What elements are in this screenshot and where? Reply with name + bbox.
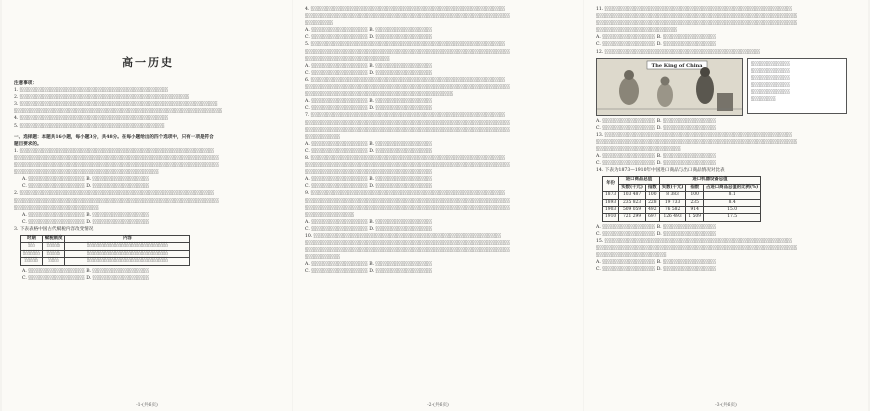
answer-options: C. ░░░░░░░░░░░░░░░░ D. ░░░░░░░░░░░░░░░░	[22, 184, 150, 190]
text-line: A. ░░░░░░░░░░░░░░░░ B. ░░░░░░░░░░░░░░░░	[305, 141, 433, 147]
text-line: A. ░░░░░░░░░░░░░░░ B. ░░░░░░░░░░░░░░░	[596, 118, 716, 124]
table-cell: 126 493	[659, 214, 686, 221]
table-header: 实数(千元)	[659, 184, 686, 191]
text-line: ░░░░░░░░░░░░░░░░░░░░░░░░░░░░░░░░░░░░░░░░░░░░░░░░░░░░░░░░░	[596, 139, 798, 145]
notice-line: 5. ░░░░░░░░░░░░░░░░░░░░░░░░░░░░░░░░░░░░░░░░░	[14, 123, 165, 129]
table-cell: 492	[645, 207, 659, 214]
table-cell: 235 823	[619, 199, 646, 206]
section-heading: 题目要求的。	[14, 141, 42, 147]
table-cell: 8.4	[704, 199, 761, 206]
table-row	[603, 199, 761, 206]
table-cell: ░░░░	[42, 250, 65, 257]
questions-12-14	[596, 118, 858, 175]
text-line: ░░░░░░░░	[305, 21, 334, 27]
table-group-header: 进口机器设备总值	[659, 177, 761, 184]
table-row	[21, 258, 190, 265]
text-line: C. ░░░░░░░░░░░░░░░░ D. ░░░░░░░░░░░░░░░░	[305, 184, 433, 190]
table-cell: 228	[645, 199, 659, 206]
notice-line: ░░░░░░░░░░░░░░░░░░░░░░░░░░░░░░░░░░░░░░░░░░░░░░░░░░░░░░░░░░░	[14, 109, 223, 115]
text-line: 13. ░░░░░░░░░░░░░░░░░░░░░░░░░░░░░░░░░░░░░░░░░░░░░░░░░░░░░	[596, 132, 793, 138]
text-line: ░░░░░░░░░░░░░░░░░░░░░░░░░░░░░░░░░░░░░░░░░░░░░░░░░░░░░░░░░	[596, 246, 798, 252]
table-cell: 1893	[603, 199, 619, 206]
table-header: 实数(千元)	[619, 184, 646, 191]
text-line: 4. ░░░░░░░░░░░░░░░░░░░░░░░░░░░░░░░░░░░░░░░░░░░░░░░░░░░░░░░	[305, 7, 506, 12]
text-line: ░░░░░░░░░░░░░░░░░░░░░░░░░░░░░░░░░░░░░░░░░░░░░░░░░░░░░░░░░	[596, 14, 798, 20]
text-line: A. ░░░░░░░░░░░░░░░░ B. ░░░░░░░░░░░░░░░░	[305, 219, 433, 225]
table-header-row	[21, 235, 190, 242]
text-line: C. ░░░░░░░░░░░░░░░░ D. ░░░░░░░░░░░░░░░░	[305, 70, 433, 76]
table-cell: 509 059	[619, 207, 646, 214]
question-text: ░░░░░░░░░░░░░░░░░░░░░░░░░░░░░░░░░░░░░░░░░░░░░░░░░░░░░░░░░░	[14, 163, 219, 169]
page-1-content	[2, 0, 292, 282]
table-header: 占进口商品总值的比例(%)	[704, 184, 761, 191]
question-text: 3. 下表表格中国古代赋税内容改变情况	[14, 226, 94, 232]
text-line: A. ░░░░░░░░░░░░░░░░ B. ░░░░░░░░░░░░░░░░	[305, 177, 433, 183]
text-line: ░░░░░░░░░░░░░░░░░░░░░░░░░░░░░░░░░░░░░░░░░░░░░░░░░░░░░░░░░░	[305, 205, 510, 211]
table-cell: 76 582	[659, 207, 686, 214]
text-line: C. ░░░░░░░░░░░░░░░░ D. ░░░░░░░░░░░░░░░░	[305, 226, 433, 232]
cartoon-block	[596, 58, 858, 116]
text-line: ░░░░░░░░░░	[305, 134, 341, 140]
table-header: 指数	[645, 184, 659, 191]
text-line: A. ░░░░░░░░░░░░░░░░ B. ░░░░░░░░░░░░░░░░	[305, 99, 433, 105]
text-line: 10. ░░░░░░░░░░░░░░░░░░░░░░░░░░░░░░░░░░░░░░░░░░░░░░░░░░░░░	[305, 234, 502, 239]
text-line: ░░░░░░░░░░░░░░░░░░░░░░░░░░░░░░░░░░░░░░░░░░░░░░░░░░░░░░░░░░	[305, 248, 510, 254]
text-line: ░░░░░░░░░░░░░░░░░░░░░░░░░░░░░░░░░░░░░░░░░░░░░░░░░░░░░░░░░░	[305, 14, 510, 20]
text-line: A. ░░░░░░░░░░░░░░░░ B. ░░░░░░░░░░░░░░░░	[305, 262, 433, 268]
page-footer: -1-(共6页)	[136, 403, 158, 408]
text-line: C. ░░░░░░░░░░░░░░░░ D. ░░░░░░░░░░░░░░░░	[305, 148, 433, 154]
text-line: 5. ░░░░░░░░░░░░░░░░░░░░░░░░░░░░░░░░░░░░░░░░░░░░░░░░░░░░░░░	[305, 42, 506, 48]
table-row	[603, 192, 761, 199]
question-text: ░░░░░░░░░░░░░░░░░░░░░░░░	[14, 205, 99, 211]
answer-options: C. ░░░░░░░░░░░░░░░░ D. ░░░░░░░░░░░░░░░░	[22, 275, 150, 281]
table-group-header: 进口商品总值	[619, 177, 660, 184]
table-cell: ░░░░	[42, 243, 65, 250]
text-line: C. ░░░░░░░░░░░░░░░ D. ░░░░░░░░░░░░░░░	[596, 267, 717, 273]
table-cell: ░░░░	[21, 258, 43, 265]
text-line: ░░░░░░░░░░░░░░░░░░░░░░░░░░░░░░░░░░░░░░░░░░░░░░░░░░░░░░░░░░	[305, 241, 510, 247]
text-line: C. ░░░░░░░░░░░░░░░ D. ░░░░░░░░░░░░░░░	[596, 231, 717, 237]
answer-options: A. ░░░░░░░░░░░░░░░░ B. ░░░░░░░░░░░░░░░░	[22, 212, 150, 218]
text-line: ░░░░░░░░░░░░░░░░░░░░░░░░░░░░░░░░░░░░░░░░░░░░░░░░░░░░░░░░░░	[305, 198, 510, 204]
table-cell: ░░	[21, 243, 43, 250]
table-cell: ░░░	[42, 258, 65, 265]
text-line: A. ░░░░░░░░░░░░░░░░ B. ░░░░░░░░░░░░░░░░	[305, 28, 433, 34]
table-cell: ░░░░░░░░░░░░░░░░░░░░░░░░	[65, 250, 190, 257]
exam-page-1	[2, 0, 292, 411]
text-line: C. ░░░░░░░░░░░░░░░░ D. ░░░░░░░░░░░░░░░░	[305, 35, 433, 41]
caption-line: ░░░░░░░░░░░	[751, 89, 790, 95]
text-line: ░░░░░░░░░░░░░░░░░░░░░░░░░░░░░░░░░░░░░░░░░░░░░░░░░░░░░░░░░░	[305, 85, 510, 91]
table-header: 时期	[21, 235, 43, 242]
questions-11-12	[596, 6, 858, 56]
notice-list	[14, 87, 282, 130]
page-2-content	[293, 0, 583, 276]
text-line: ░░░░░░░░░░	[305, 255, 341, 261]
table-cell: 100	[686, 192, 704, 199]
text-line: ░░░░░░░░░░░░░░░░░░░░░░░░░░░░░░░░░░░░░░░░░░░░░░░░░░░░░░░░░░	[305, 120, 510, 126]
text-line: ░░░░░░░░░░░░░░░░░░░░░░░░░░░░░░░░░░░░░░░░░░	[305, 92, 454, 98]
page-footer: -3-(共6页)	[715, 403, 737, 408]
notice-heading: 注意事项：	[14, 81, 37, 86]
table-cell: 15.0	[704, 207, 761, 214]
question-text: 1. ░░░░░░░░░░░░░░░░░░░░░░░░░░░░░░░░░░░░░░░░░░░░░░░░░░░░░░░	[14, 148, 215, 154]
exam-page-3	[584, 0, 868, 411]
text-line: C. ░░░░░░░░░░░░░░░ D. ░░░░░░░░░░░░░░░	[596, 125, 717, 131]
table-header: 内容	[65, 235, 190, 242]
table-header-row	[603, 184, 761, 191]
table-header: 指数	[686, 184, 704, 191]
question-1	[14, 148, 282, 191]
text-line: A. ░░░░░░░░░░░░░░░ B. ░░░░░░░░░░░░░░░	[596, 260, 716, 266]
caption-line: ░░░░░░░	[751, 96, 776, 102]
table-cell: 1873	[603, 192, 619, 199]
table-cell: 235	[686, 199, 704, 206]
page-3-content	[584, 0, 868, 274]
table-cell: 1903	[603, 207, 619, 214]
text-line: 9. ░░░░░░░░░░░░░░░░░░░░░░░░░░░░░░░░░░░░░░░░░░░░░░░░░░░░░░░	[305, 191, 506, 197]
import-statistics-table	[602, 176, 761, 221]
table-cell: 1910	[603, 214, 619, 221]
notice-line: 3. ░░░░░░░░░░░░░░░░░░░░░░░░░░░░░░░░░░░░░░░░░░░░░░░░░░░░░░░░	[14, 102, 218, 108]
table-cell: 697	[645, 214, 659, 221]
question-3	[14, 226, 282, 282]
cartoon-title: The King of China	[651, 62, 703, 69]
table-cell: 17.5	[704, 214, 761, 221]
text-line: 8. ░░░░░░░░░░░░░░░░░░░░░░░░░░░░░░░░░░░░░░░░░░░░░░░░░░░░░░░	[305, 155, 506, 161]
table-cell: 8.1	[704, 192, 761, 199]
text-line: ░░░░░░░░░░░░░░░░░░░░░░░░░░░░░░░░░░░░░░░░░░░░░░░░░░░░░░░░░░	[305, 163, 510, 169]
text-line: ░░░░░░░░░░░░░░░░░░░░░░░░░░░░░░░░░░░░░░░░░░░░░░░░░░░░░░░░░░	[305, 127, 510, 133]
text-line: A. ░░░░░░░░░░░░░░░ B. ░░░░░░░░░░░░░░░	[596, 224, 716, 230]
text-line: C. ░░░░░░░░░░░░░░░ D. ░░░░░░░░░░░░░░░	[596, 42, 717, 48]
table-cell: 8 383	[659, 192, 686, 199]
text-line: ░░░░░░░░░░░░░░░░░░░░░░░░░░░░░░░░░░░░	[305, 170, 433, 176]
text-line: C. ░░░░░░░░░░░░░░░ D. ░░░░░░░░░░░░░░░	[596, 161, 717, 167]
text-line: ░░░░░░░░░░░░░░░░░░░░░░░░░░░░░░░░░░░░░░░░░░░░░░░░░░░░░░░░░	[596, 21, 798, 27]
exam-page-2	[293, 0, 583, 411]
table-row	[603, 214, 761, 221]
tax-system-table	[20, 235, 190, 266]
notice-line: 1. ░░░░░░░░░░░░░░░░░░░░░░░░░░░░░░░░░░░░░░░░░░	[14, 88, 169, 94]
question-2	[14, 190, 282, 225]
table-cell: ░░░░░	[21, 250, 43, 257]
text-line: ░░░░░░░░░░░░░░░░░░░░░░░░	[596, 147, 681, 153]
text-line: A. ░░░░░░░░░░░░░░░ B. ░░░░░░░░░░░░░░░	[596, 35, 716, 41]
table-cell: 721 299	[619, 214, 646, 221]
text-line: A. ░░░░░░░░░░░░░░░░ B. ░░░░░░░░░░░░░░░░	[305, 63, 433, 69]
table-cell: 1 509	[686, 214, 704, 221]
page-footer: -2-(共6页)	[427, 403, 449, 408]
notice-line: 2. ░░░░░░░░░░░░░░░░░░░░░░░░░░░░░░░░░░░░░░░░░░░░░░░░	[14, 95, 190, 101]
text-line: 7. ░░░░░░░░░░░░░░░░░░░░░░░░░░░░░░░░░░░░░░░░░░░░░░░░░░░░░░░	[305, 113, 506, 119]
text-line: 14. 下表为1873—1910年中国进口商品与出口商品情况对比表	[596, 168, 725, 174]
table-row	[21, 250, 190, 257]
cartoon-illustration	[597, 59, 742, 115]
caption-line: ░░░░░░░░░░░	[751, 61, 790, 67]
question-text: ░░░░░░░░░░░░░░░░░░░░░░░░░░░░░░░░░░░░░░░░░	[14, 170, 159, 176]
text-line: ░░░░░░░░░░░░░░░░░░░░░░░░░░░░░░░░░░░░░░░░░░░░░░░░░░░░░░░░░░	[305, 49, 510, 55]
text-line: A. ░░░░░░░░░░░░░░░ B. ░░░░░░░░░░░░░░░	[596, 154, 716, 160]
answer-options: A. ░░░░░░░░░░░░░░░░ B. ░░░░░░░░░░░░░░░░	[22, 177, 150, 183]
table-cell: ░░░░░░░░░░░░░░░░░░░░░░░░	[65, 258, 190, 265]
question-text: 2. ░░░░░░░░░░░░░░░░░░░░░░░░░░░░░░░░░░░░░░░░░░░░░░░░░░░░░░░	[14, 191, 215, 197]
text-line: 11. ░░░░░░░░░░░░░░░░░░░░░░░░░░░░░░░░░░░░░░░░░░░░░░░░░░░░░	[596, 7, 793, 12]
caption-line: ░░░░░░░░░░░	[751, 68, 790, 74]
exam-title: 高一历史	[122, 56, 174, 69]
questions-14-15	[596, 224, 858, 274]
table-row	[603, 207, 761, 214]
table-cell: 103 487	[619, 192, 646, 199]
notice-line: 4. ░░░░░░░░░░░░░░░░░░░░░░░░░░░░░░░░░░░░░░░░░░	[14, 116, 169, 122]
text-line: C. ░░░░░░░░░░░░░░░░ D. ░░░░░░░░░░░░░░░░	[305, 106, 433, 112]
text-line: C. ░░░░░░░░░░░░░░░░ D. ░░░░░░░░░░░░░░░░	[305, 269, 433, 275]
table-group-header-row	[603, 177, 761, 184]
table-cell: ░░░░░░░░░░░░░░░░░░░░░░░░	[65, 243, 190, 250]
question-text: ░░░░░░░░░░░░░░░░░░░░░░░░░░░░░░░░░░░░░░░░░░░░░░░░░░░░░░░░░░	[14, 198, 219, 204]
text-line: 6. ░░░░░░░░░░░░░░░░░░░░░░░░░░░░░░░░░░░░░░░░░░░░░░░░░░░░░░░	[305, 77, 506, 83]
political-cartoon-image	[596, 58, 743, 116]
answer-options: A. ░░░░░░░░░░░░░░░░ B. ░░░░░░░░░░░░░░░░	[22, 268, 150, 274]
table-row	[21, 243, 190, 250]
cartoon-caption	[747, 58, 847, 114]
question-text: ░░░░░░░░░░░░░░░░░░░░░░░░░░░░░░░░░░░░░░░░░░░░░░░░░░░░░░░░░░	[14, 155, 219, 161]
text-line: ░░░░░░░░░░░░░░░░░░░░░░░	[596, 28, 678, 34]
table-body	[603, 192, 761, 222]
answer-options: C. ░░░░░░░░░░░░░░░░ D. ░░░░░░░░░░░░░░░░	[22, 219, 150, 225]
text-line: 15. ░░░░░░░░░░░░░░░░░░░░░░░░░░░░░░░░░░░░░░░░░░░░░░░░░░░░░	[596, 239, 793, 245]
caption-line: ░░░░░░░░░░░	[751, 75, 790, 81]
section-heading: 一、选择题：本题共16小题，每小题3分，共48分。在每小题给出的四个选项中，只有一项是符合	[14, 134, 214, 140]
table-cell: 19 733	[659, 199, 686, 206]
table-cell: 100	[645, 192, 659, 199]
table-header: 赋税制度	[42, 235, 65, 242]
text-line: ░░░░░░░░░░░░░░░░░░░░	[596, 253, 667, 259]
caption-line: ░░░░░░░░░░░	[751, 82, 790, 88]
text-line: 12. ░░░░░░░░░░░░░░░░░░░░░░░░░░░░░░░░░░░░░░░░░░░░	[596, 49, 761, 55]
table-header: 年份	[603, 177, 619, 192]
text-line: ░░░░░░░░░░░░░░░░░░░░░░░░	[305, 56, 390, 62]
text-line: ░░░░░░░░░░░░░░	[305, 212, 355, 218]
table-cell: 914	[686, 207, 704, 214]
